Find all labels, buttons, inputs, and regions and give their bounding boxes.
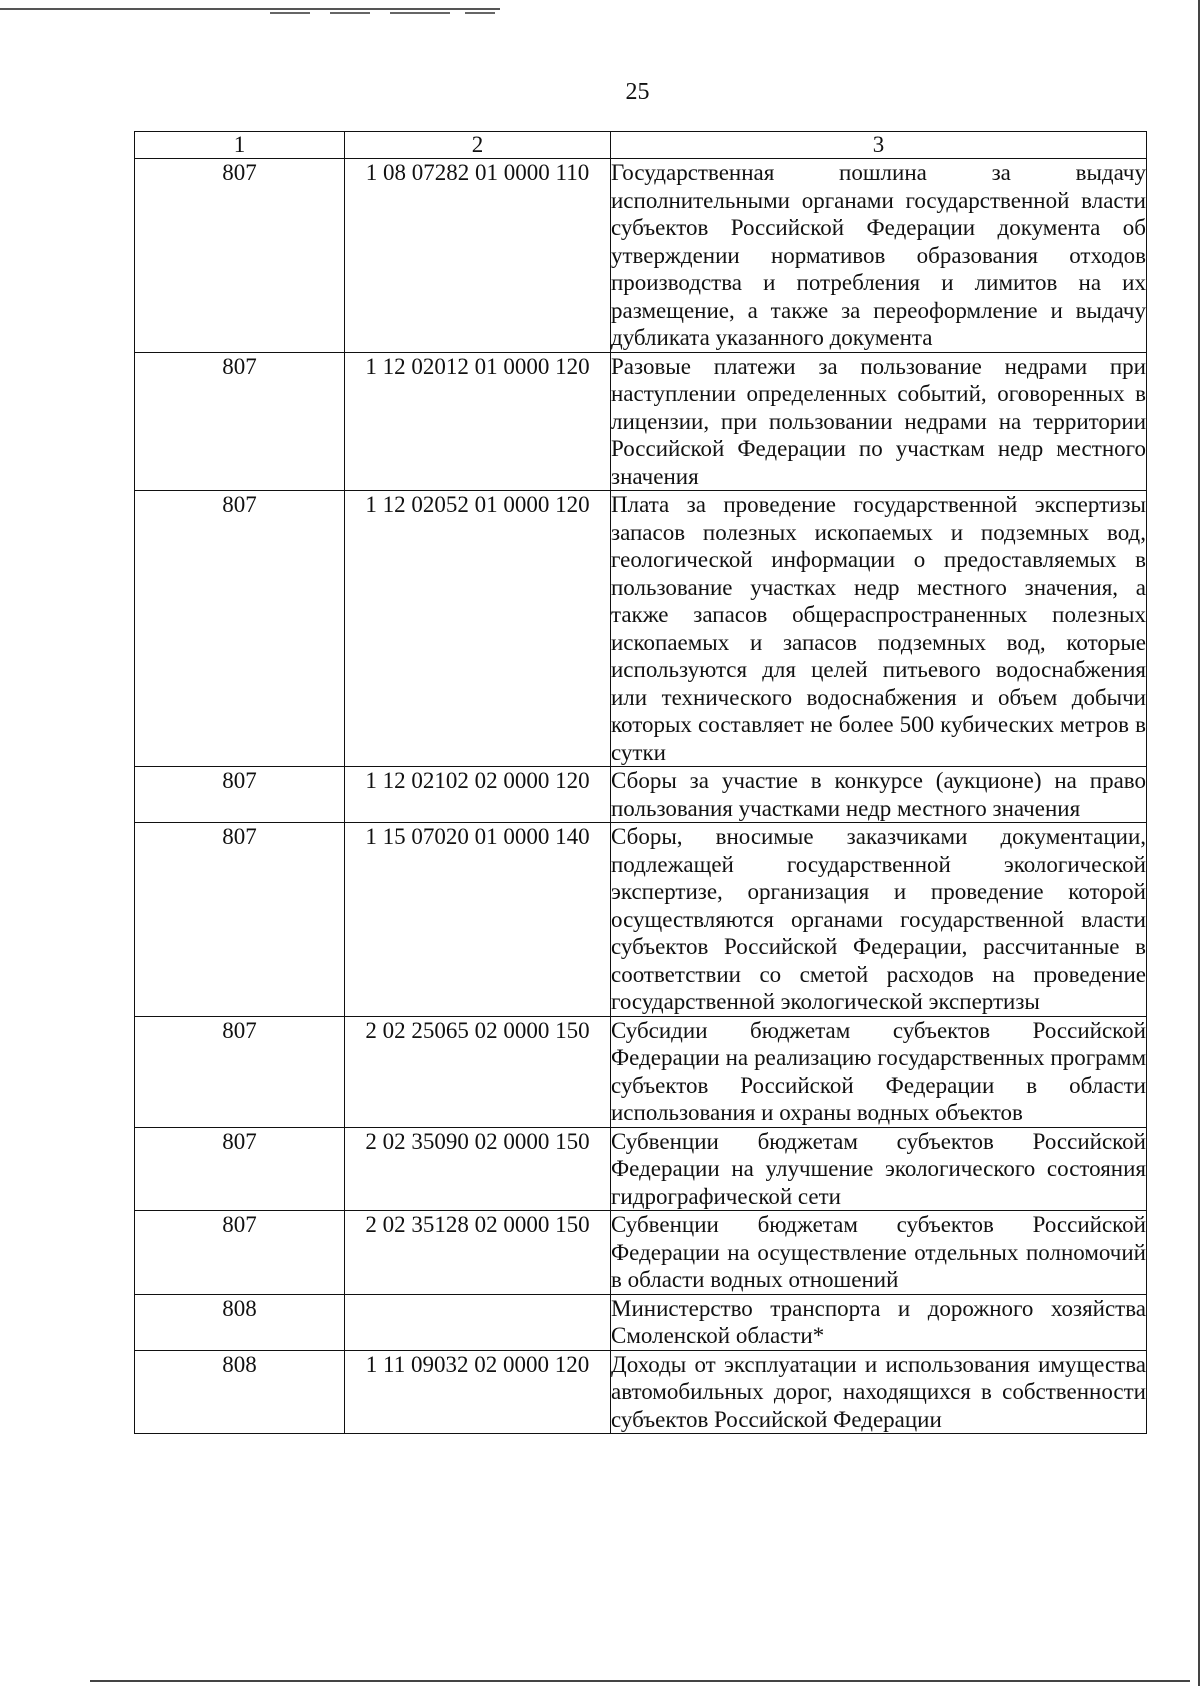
- revenue-description-cell: Государственная пошлина за выдачу исполнительными органами государственной власти субъектов Российской Федерации документа об утверждении нормативов образования отходов производства и потребления и лимитов на их размещение, а также за переоформление и выдачу дубликата указанного документа: [611, 160, 1146, 350]
- table-row: [135, 767, 1147, 823]
- admin-code-cell: 807: [135, 1211, 345, 1295]
- scan-edge-top-dash: [270, 12, 310, 14]
- table-row: [135, 1016, 1147, 1127]
- table-body: [135, 159, 1147, 1434]
- budget-classification-code-cell: 1 11 09032 02 0000 120: [345, 1350, 611, 1434]
- scan-edge-top-dash: [465, 12, 495, 14]
- admin-code-cell: 807: [135, 767, 345, 823]
- table-row: [135, 1127, 1147, 1211]
- budget-classification-code-cell: 1 15 07020 01 0000 140: [345, 823, 611, 1017]
- table-row: [135, 1294, 1147, 1350]
- table-row: [135, 1211, 1147, 1295]
- admin-code-cell: 807: [135, 159, 345, 353]
- table-row: [135, 352, 1147, 491]
- admin-code-cell: 808: [135, 1294, 345, 1350]
- column-header: 2: [345, 132, 611, 159]
- budget-classification-code-cell: 1 08 07282 01 0000 110: [345, 159, 611, 353]
- budget-classification-code-cell: 1 12 02012 01 0000 120: [345, 352, 611, 491]
- revenue-description-cell: Разовые платежи за пользование недрами при наступлении определенных событий, оговоренных в лицензии, при пользовании недрами на территории Российской Федерации по участкам недр местного значения: [611, 353, 1146, 489]
- revenue-description-cell: Министерство транспорта и дорожного хозяйства Смоленской области*: [611, 1295, 1146, 1348]
- revenue-description-cell: Субвенции бюджетам субъектов Российской Федерации на осуществление отдельных полномочий в области водных отношений: [611, 1212, 1146, 1292]
- revenue-description-cell: Плата за проведение государственной экспертизы запасов полезных ископаемых и подземных вод, геологической информации о предоставляемых в пользование участках недр местного значения, а также запасов общераспространенных полезных ископаемых и запасов подземных вод, которые используются для целей питьевого водоснабжения или технического водоснабжения и объем добычи которых составляет не более 500 кубических метров в сутки: [611, 492, 1146, 765]
- table-row: [135, 1350, 1147, 1434]
- page-number: 25: [625, 79, 650, 105]
- budget-classification-code-cell: 2 02 25065 02 0000 150: [345, 1016, 611, 1127]
- budget-classification-code-cell: 2 02 35128 02 0000 150: [345, 1211, 611, 1295]
- revenue-description-cell: Субсидии бюджетам субъектов Российской Федерации на реализацию государственных программ субъектов Российской Федерации в области использования и охраны водных объектов: [611, 1017, 1146, 1125]
- scan-edge-top-dash: [330, 12, 370, 14]
- budget-classification-code-cell: [345, 1294, 611, 1350]
- budget-classification-code-cell: 2 02 35090 02 0000 150: [345, 1127, 611, 1211]
- table-row: [135, 159, 1147, 353]
- admin-code-cell: 807: [135, 1016, 345, 1127]
- scan-edge-top-dash: [390, 12, 450, 14]
- budget-classification-code-cell: 1 12 02052 01 0000 120: [345, 491, 611, 767]
- column-header: 3: [611, 132, 1147, 159]
- admin-code-cell: 807: [135, 823, 345, 1017]
- scan-edge-bottom: [90, 1680, 1190, 1682]
- revenue-description-cell: Субвенции бюджетам субъектов Российской Федерации на улучшение экологического состояния гидрографической сети: [611, 1128, 1146, 1209]
- budget-classification-code-cell: 1 12 02102 02 0000 120: [345, 767, 611, 823]
- revenue-description-cell: Доходы от эксплуатации и использования имущества автомобильных дорог, находящихся в собственности субъектов Российской Федерации: [611, 1351, 1146, 1432]
- admin-code-cell: 808: [135, 1350, 345, 1434]
- revenue-description-cell: Сборы за участие в конкурсе (аукционе) на право пользования участками недр местного значения: [611, 768, 1146, 821]
- revenue-codes-table: [134, 131, 1147, 1434]
- table-row: [135, 823, 1147, 1017]
- admin-code-cell: 807: [135, 1127, 345, 1211]
- admin-code-cell: 807: [135, 491, 345, 767]
- column-header: 1: [135, 132, 345, 159]
- table-header-row: [135, 132, 1147, 159]
- admin-code-cell: 807: [135, 352, 345, 491]
- scan-edge-top: [0, 8, 500, 10]
- revenue-description-cell: Сборы, вносимые заказчиками документации, подлежащей государственной экологической экспертизе, организация и проведение которой осуществляются органами государственной власти субъектов Российской Федерации, рассчитанные в соответствии со сметой расходов на проведение государственной экологической экспертизы: [611, 824, 1146, 1014]
- table-row: [135, 491, 1147, 767]
